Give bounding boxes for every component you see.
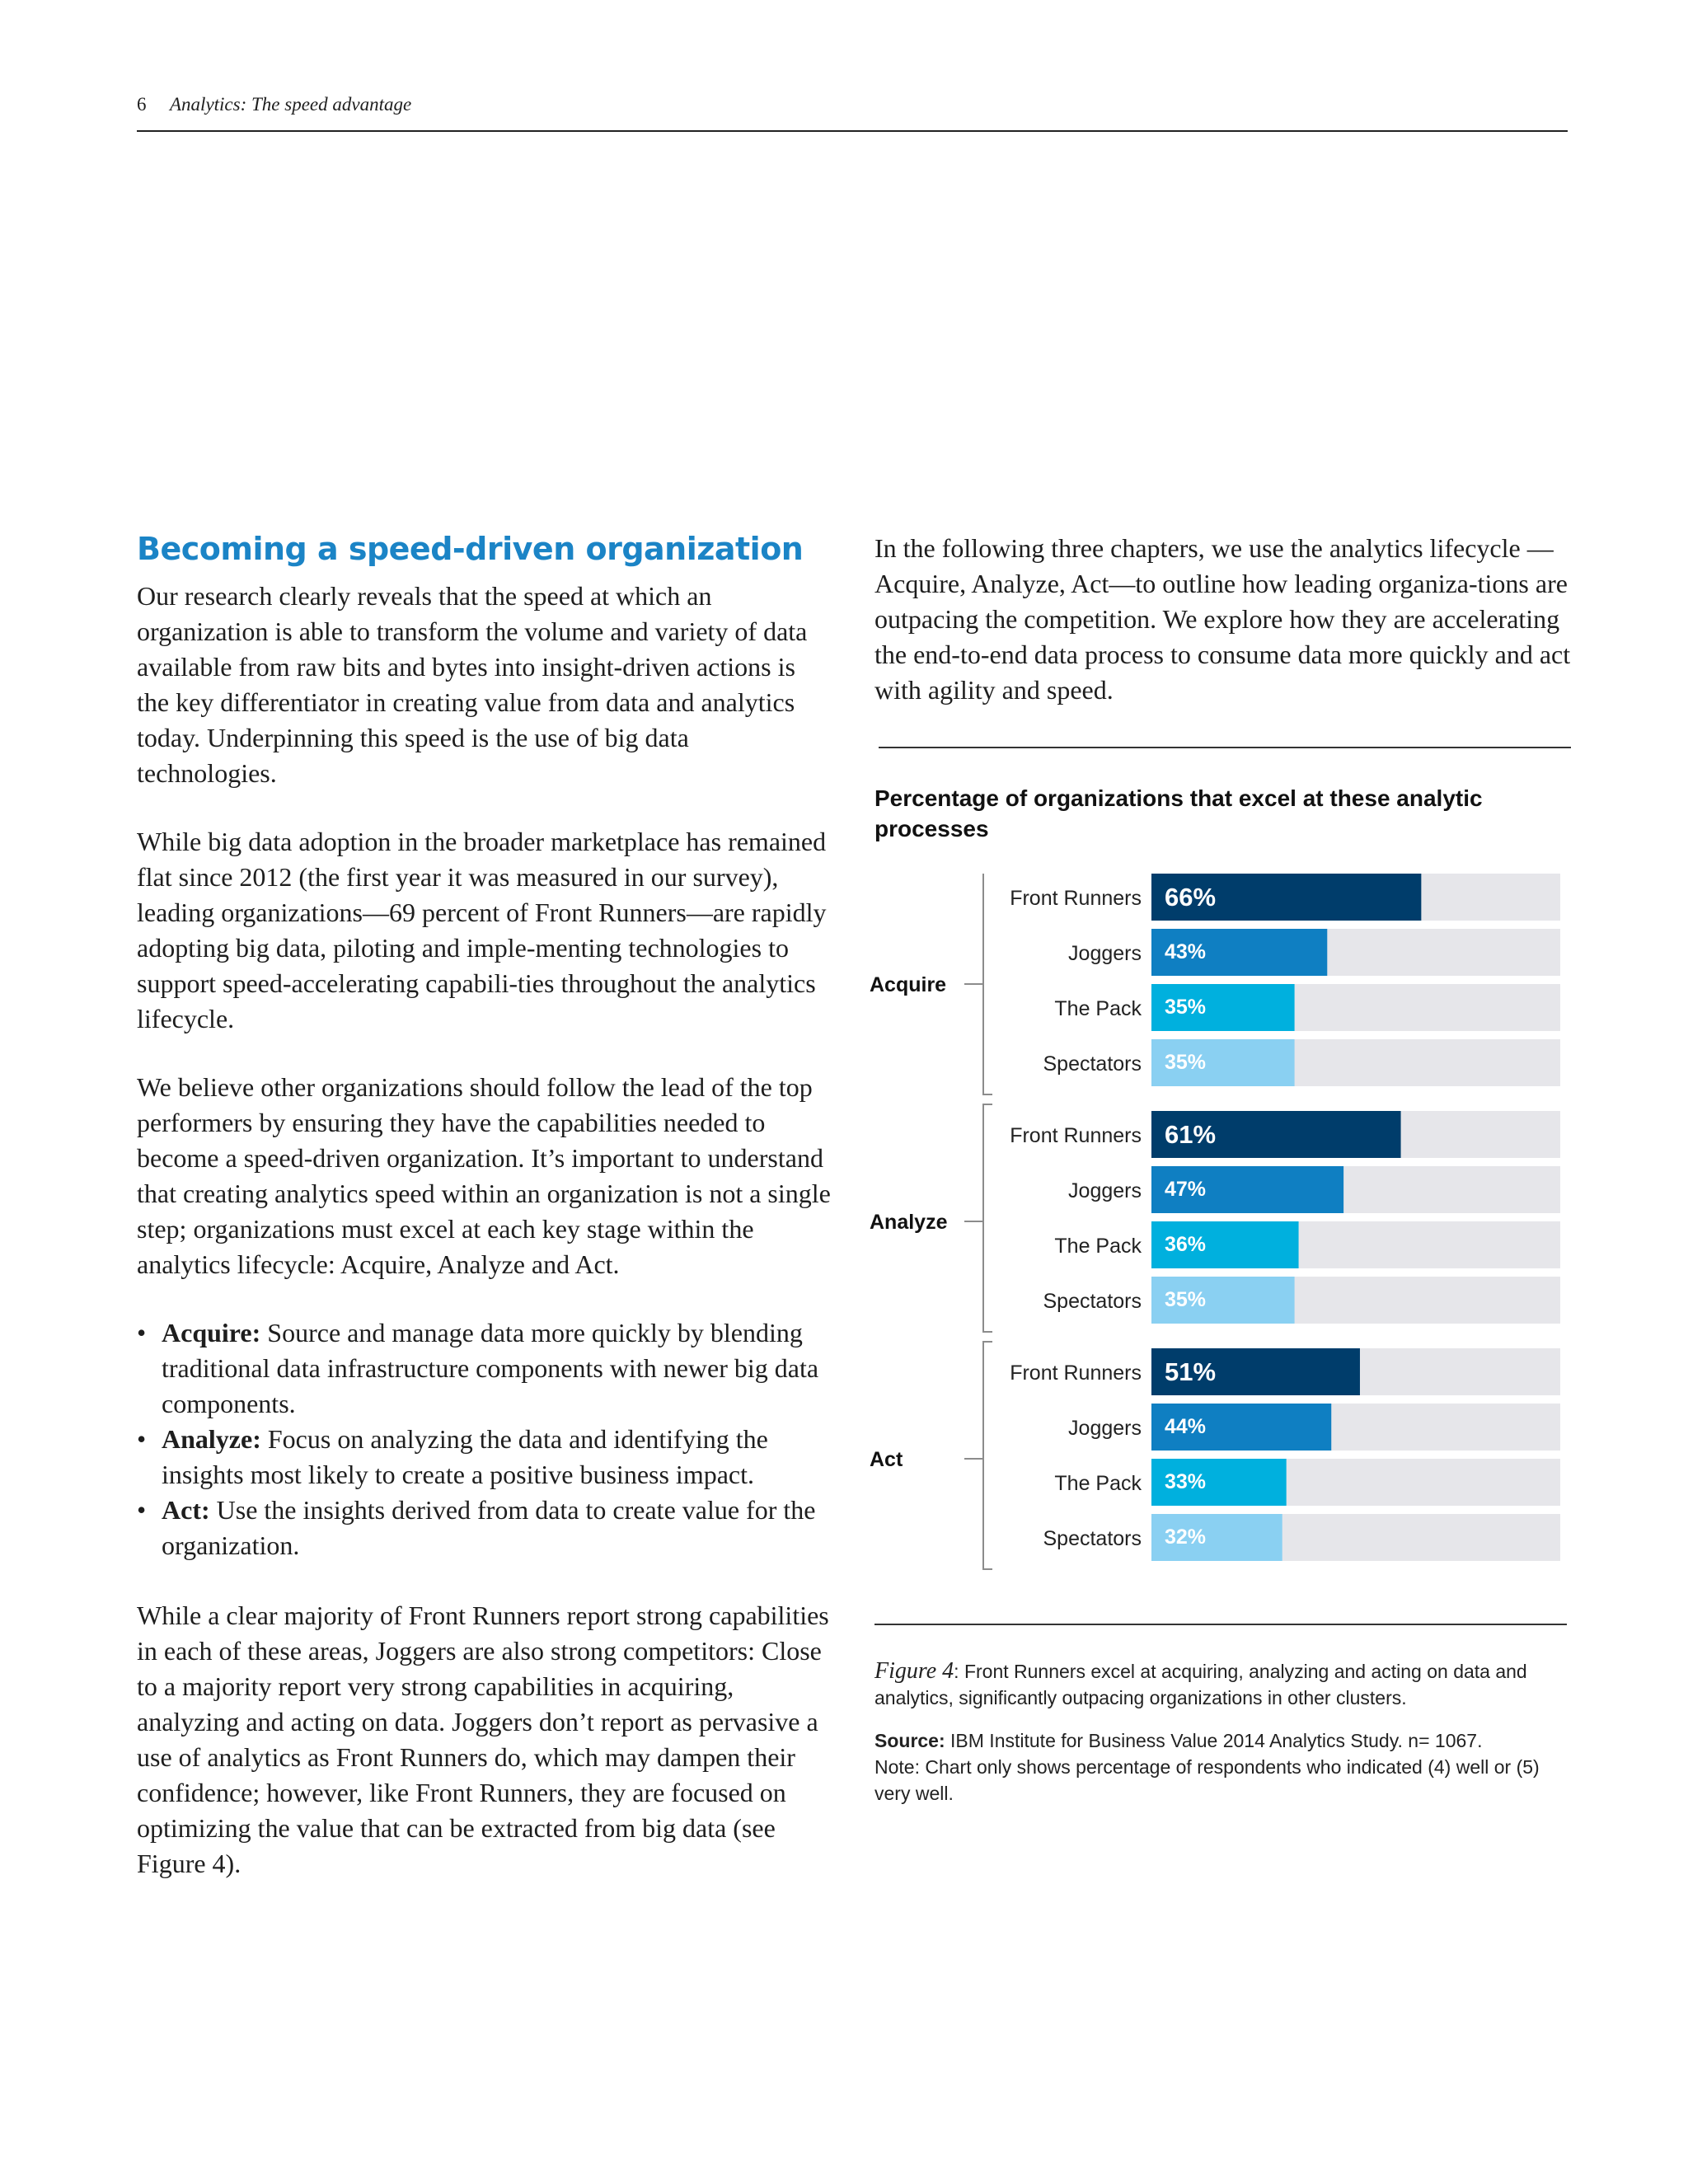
category-label-act-the-pack: The Pack [1054, 1472, 1142, 1495]
data-label-act-front-runners: 51% [1165, 1357, 1217, 1386]
list-item-analyze [137, 1422, 834, 1493]
data-label-act-the-pack: 33% [1165, 1470, 1207, 1493]
section-heading: Becoming a speed-driven organization [137, 531, 804, 567]
figure-caption [874, 1658, 1567, 1807]
lifecycle-list [137, 1315, 834, 1563]
data-label-acquire-front-runners: 66% [1165, 883, 1217, 912]
group-bracket-acquire [983, 874, 992, 1094]
chart-note: Note: Chart only shows percentage of respondents who indicated (4) well or (5) very well. [874, 1756, 1540, 1804]
page-number: 6 [137, 94, 147, 115]
data-label-analyze-joggers: 47% [1165, 1178, 1207, 1201]
figure-label: Figure 4 [874, 1658, 954, 1684]
data-label-acquire-joggers: 43% [1165, 940, 1207, 963]
category-label-analyze-spectators: Spectators [1043, 1290, 1142, 1313]
data-label-analyze-front-runners: 61% [1165, 1120, 1217, 1149]
chart-title: Percentage of organizations that excel at these analytic processes [874, 785, 1483, 841]
data-label-analyze-the-pack: 36% [1165, 1233, 1207, 1256]
group-label-analyze: Analyze [870, 1211, 948, 1234]
bullet-term: Acquire: [162, 1318, 261, 1347]
left-column [137, 531, 834, 1915]
figure-description: : Front Runners excel at acquiring, analyzing and acting on data and analytics, significantly outpacing organizations in other clusters. [874, 1661, 1527, 1708]
list-item-act [137, 1493, 834, 1563]
category-label-acquire-the-pack: The Pack [1054, 997, 1142, 1020]
data-label-act-spectators: 32% [1165, 1526, 1207, 1549]
paragraph-2: While big data adoption in the broader marketplace has remained flat since 2012 (the first year it was measured in our survey), leading organizations—69 percent of Front Runners—are rapidly adopting big data, piloting and imple-menting technologies to support speed-accelerating capabili-ties throughout the analytics lifecycle. [137, 827, 827, 1033]
category-label-analyze-front-runners: Front Runners [1010, 1124, 1142, 1147]
bullet-text: Focus on analyzing the data and identifying the insights most likely to create a positive business impact. [162, 1424, 768, 1489]
category-label-acquire-front-runners: Front Runners [1010, 887, 1142, 910]
data-label-analyze-spectators: 35% [1165, 1288, 1207, 1311]
data-label-act-joggers: 44% [1165, 1415, 1207, 1438]
bullet-term: Act: [162, 1495, 210, 1525]
category-label-acquire-spectators: Spectators [1043, 1052, 1142, 1076]
bullet-text: Source and manage data more quickly by blending traditional data infrastructure components with newer big data components. [162, 1318, 819, 1418]
group-label-acquire: Acquire [870, 973, 947, 996]
bar-chart-svg [865, 874, 1574, 1582]
chart-top-rule [879, 747, 1571, 748]
running-title: Analytics: The speed advantage [170, 94, 412, 115]
source-line [874, 1727, 1567, 1754]
page-header [137, 91, 1568, 132]
right-column [874, 531, 1572, 708]
bullet-text: Use the insights derived from data to create value for the organization. [162, 1495, 816, 1560]
group-bracket-act [983, 1342, 992, 1569]
category-label-act-spectators: Spectators [1043, 1527, 1142, 1550]
source-text: IBM Institute for Business Value 2014 Analytics Study. n= 1067. [945, 1730, 1483, 1751]
category-label-acquire-joggers: Joggers [1068, 942, 1142, 965]
category-label-analyze-joggers: Joggers [1068, 1179, 1142, 1202]
list-item-acquire [137, 1315, 834, 1422]
paragraph-1: Our research clearly reveals that the speed at which an organization is able to transform the volume and variety of data available from raw bits and bytes into insight-driven actions is the key differentiator in creating value from data and analytics today. Underpinning this speed is the use of big data technologies. [137, 581, 808, 788]
paragraph-4: While a clear majority of Front Runners report strong capabilities in each of these areas, Joggers are also strong competitors: Close to a majority report very strong capabilities in acquiring, analyzing and acting on data. Joggers don’t report as pervasive a use of analytics as Front Runners do, which may dampen their confidence; however, like Front Runners, they are focused on optimizing the value that can be extracted from big data (see Figure 4). [137, 1601, 829, 1878]
category-label-act-joggers: Joggers [1068, 1417, 1142, 1440]
group-label-act: Act [870, 1448, 903, 1471]
source-label: Source: [874, 1730, 945, 1751]
paragraph-3: We believe other organizations should follow the lead of the top performers by ensuring they have the capabilities needed to become a speed-driven organization. It’s important to understand that creating analytics speed within an organization is not a single step; organizations must excel at each key stage within the analytics lifecycle: Acquire, Analyze and Act. [137, 1072, 831, 1279]
figure-caption-text [874, 1658, 1567, 1711]
intro-paragraph: In the following three chapters, we use the analytics lifecycle —Acquire, Analyze, Act—to outline how leading organiza-tions are outpacing the competition. We explore how they are accelerating the end-to-end data process to consume data more quickly and act with agility and speed. [874, 533, 1571, 705]
bar-chart [865, 874, 1574, 1582]
category-label-analyze-the-pack: The Pack [1054, 1235, 1142, 1258]
group-bracket-analyze [983, 1104, 992, 1332]
bullet-term: Analyze: [162, 1424, 261, 1454]
chart-bottom-rule [874, 1624, 1567, 1625]
data-label-acquire-spectators: 35% [1165, 1051, 1207, 1074]
category-label-act-front-runners: Front Runners [1010, 1361, 1142, 1385]
data-label-acquire-the-pack: 35% [1165, 996, 1207, 1019]
